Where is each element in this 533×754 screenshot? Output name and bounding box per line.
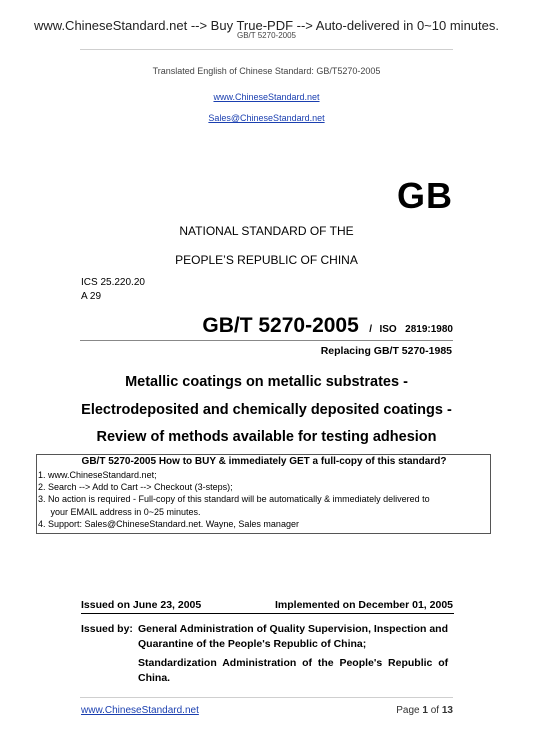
title-line-1: Metallic coatings on metallic substrates -	[125, 374, 408, 390]
issuer-1-line1: General Administration of Quality Supervision, Inspection and	[138, 623, 448, 635]
standard-number-line	[202, 314, 453, 338]
title-line-3: Review of methods available for testing adhesion	[96, 429, 437, 445]
buy-step-3: 3. No action is required - Full-copy of this standard will be automatically & immediately delivered to	[38, 494, 430, 505]
website-link-wrap	[0, 87, 533, 105]
issued-by-label: Issued by:	[81, 623, 133, 635]
how-to-buy-box	[36, 454, 491, 534]
issuer-2-line1: Standardization Administration of the People's Republic of	[138, 657, 449, 669]
page-total: 13	[441, 705, 453, 716]
issuer-2	[138, 656, 453, 686]
page-current: 1	[422, 705, 428, 716]
gb-logo: GB	[397, 175, 453, 216]
footer-website-link[interactable]: www.ChineseStandard.net	[81, 705, 199, 716]
email-link-wrap	[0, 108, 533, 126]
title-line-2: Electrodeposited and chemically deposited coatings -	[81, 402, 452, 418]
translated-note: Translated English of Chinese Standard: GB/T5270-2005	[152, 66, 381, 76]
website-link[interactable]: www.ChineseStandard.net	[213, 92, 320, 102]
national-standard-line1: NATIONAL STANDARD OF THE	[179, 224, 354, 238]
header-divider	[80, 49, 453, 50]
buy-step-3-continued: your EMAIL address in 0~25 minutes.	[38, 506, 201, 517]
buy-box-title: GB/T 5270-2005 How to BUY & immediately GET a full-copy of this standard?	[81, 456, 447, 467]
issuer-1	[138, 622, 453, 652]
dates-divider	[81, 613, 454, 614]
buy-step-1[interactable]: 1. www.ChineseStandard.net;	[38, 470, 157, 480]
header-standard-code: GB/T 5270-2005	[236, 31, 296, 40]
standard-number-divider	[80, 340, 453, 341]
iso-number: 2819:1980	[405, 324, 453, 335]
issuer-2-line2: China.	[138, 672, 171, 684]
page-indicator	[396, 705, 453, 716]
footer-divider	[80, 697, 453, 698]
buy-step-4: 4. Support: Sales@ChineseStandard.net. Wayne, Sales manager	[38, 518, 299, 529]
standard-number: GB/T 5270-2005	[202, 314, 359, 337]
email-link[interactable]: Sales@ChineseStandard.net	[208, 113, 325, 123]
top-banner: www.ChineseStandard.net --> Buy True-PDF --> Auto-delivered in 0~10 minutes.	[34, 18, 499, 33]
ics-code: ICS 25.220.20	[81, 277, 145, 288]
implemented-on-date: Implemented on December 01, 2005	[275, 599, 453, 611]
issued-on-date: Issued on June 23, 2005	[81, 599, 202, 611]
iso-separator: /	[369, 324, 373, 335]
category-code: A 29	[81, 291, 102, 302]
iso-prefix: ISO	[379, 324, 397, 335]
issuer-1-line2: Quarantine of the People's Republic of China;	[138, 638, 367, 650]
replacing-note: Replacing GB/T 5270-1985	[320, 345, 452, 357]
page-of: of	[430, 705, 440, 716]
buy-step-2: 2. Search --> Add to Cart --> Checkout (3-steps);	[38, 482, 233, 493]
page-label: Page	[396, 705, 420, 716]
national-standard-line2: PEOPLE’S REPUBLIC OF CHINA	[175, 253, 358, 267]
